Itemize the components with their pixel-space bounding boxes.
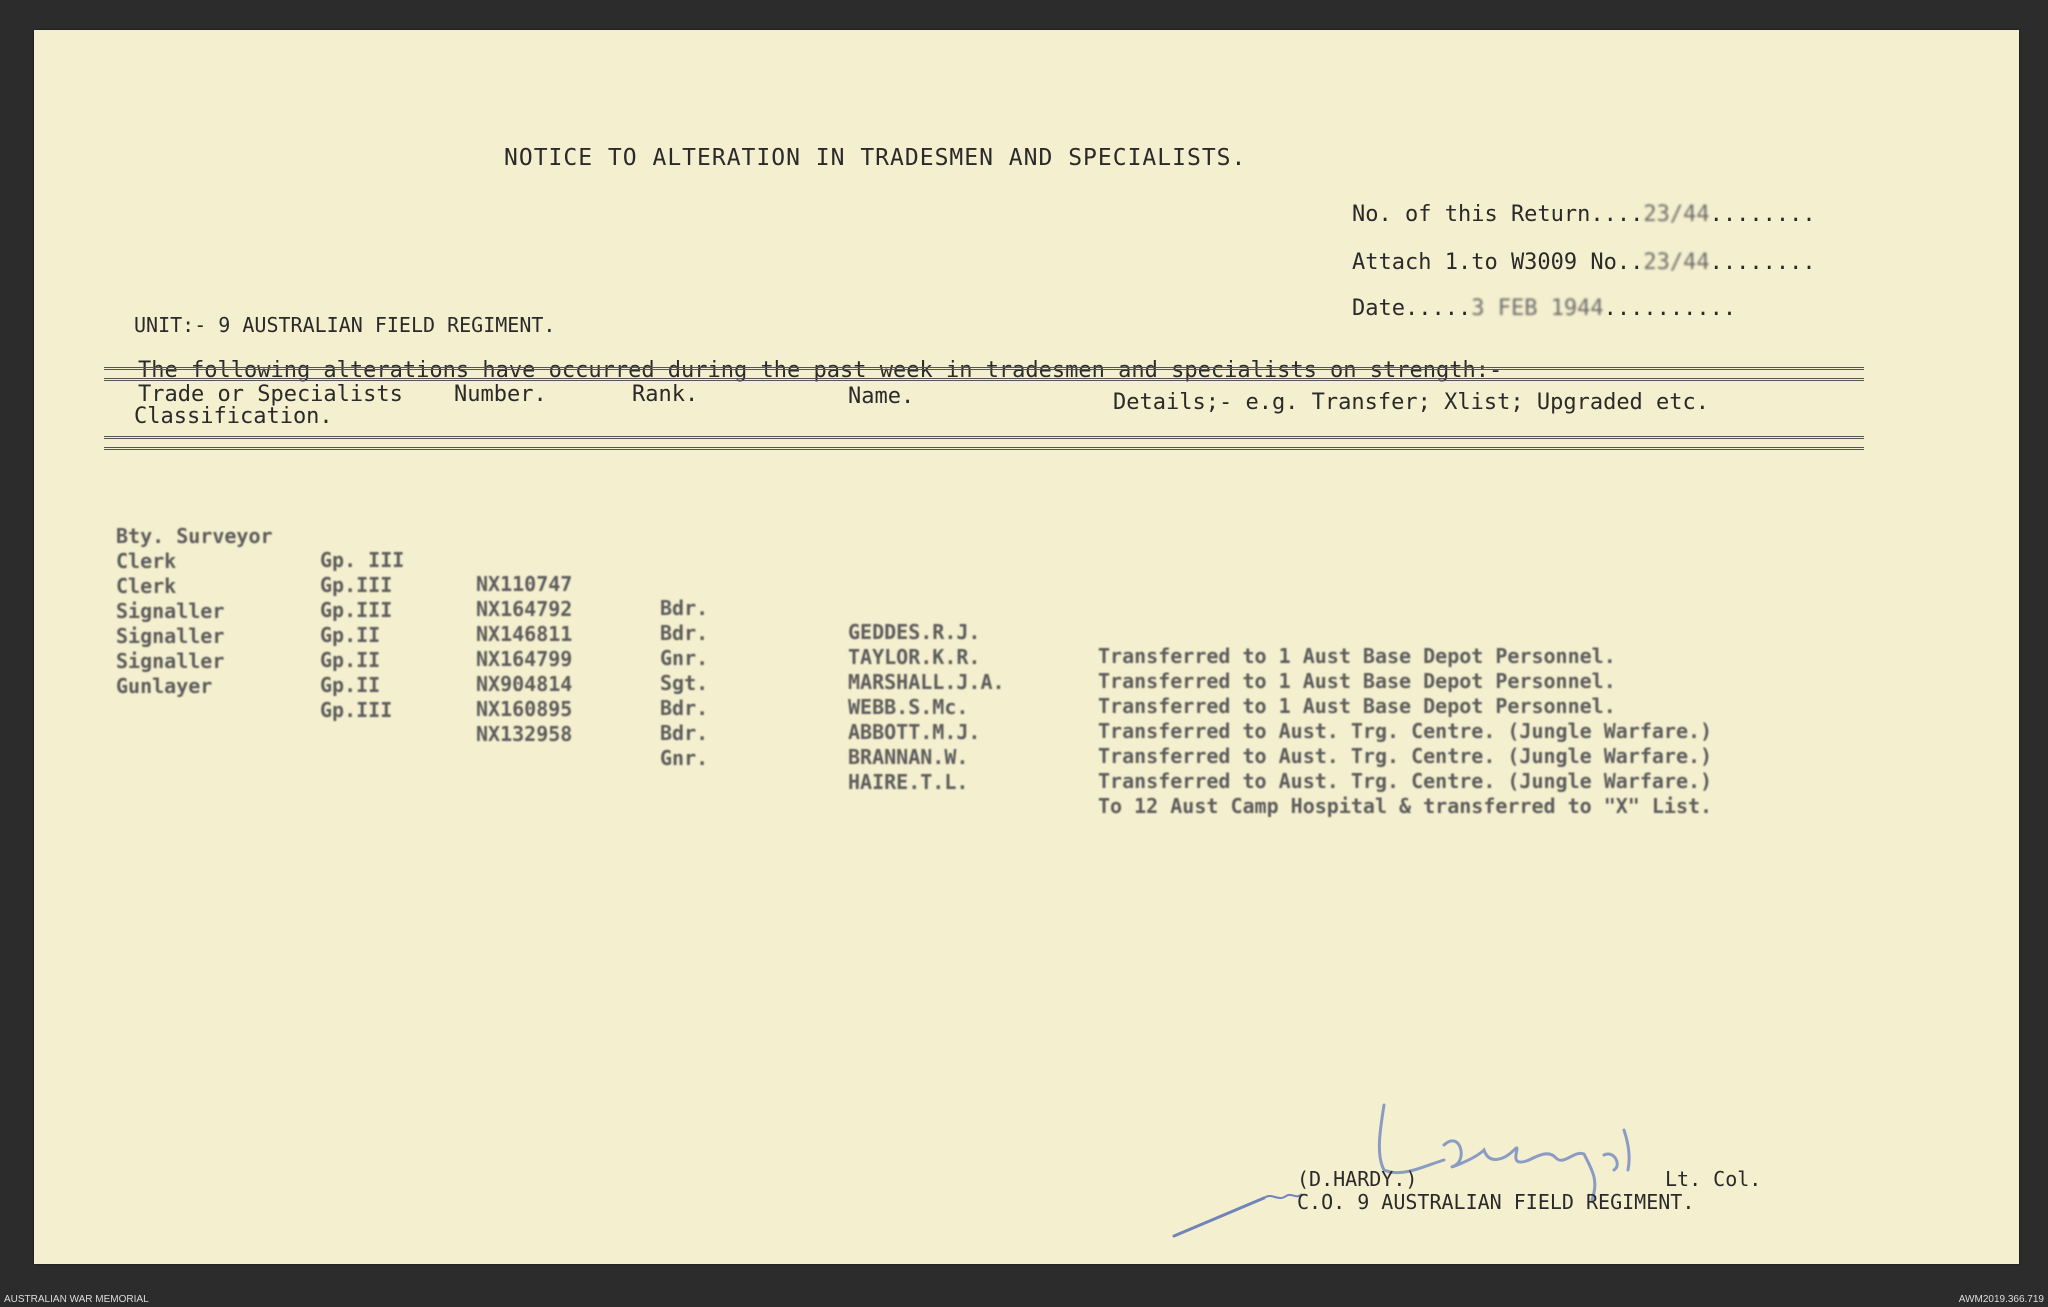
return-number-line: No. of this Return....23/44........ <box>1352 202 1816 227</box>
row-number: NX146811 <box>476 622 573 646</box>
row-number: NX904814 <box>476 672 573 696</box>
row-details: Transferred to Aust. Trg. Centre. (Jungle Warfare.) <box>1098 744 1713 768</box>
document-page <box>34 30 2019 1264</box>
row-trade: Gunlayer <box>116 674 213 698</box>
row-group: Gp.II <box>320 648 381 672</box>
row-name: WEBB.S.Mc. <box>848 695 969 719</box>
row-details: To 12 Aust Camp Hospital & transferred to "X" List. <box>1098 794 1713 818</box>
row-trade: Signaller <box>116 599 225 623</box>
row-details: Transferred to 1 Aust Base Depot Personnel. <box>1098 694 1616 718</box>
attach-line: Attach 1.to W3009 No..23/44........ <box>1352 250 1816 275</box>
row-group: Gp.III <box>320 573 393 597</box>
signature-name: (D.HARDY.) <box>1297 1167 1418 1191</box>
return-number-value: 23/44 <box>1643 202 1710 227</box>
row-trade: Bty. Surveyor <box>116 524 273 548</box>
row-details: Transferred to 1 Aust Base Depot Personnel. <box>1098 669 1616 693</box>
row-rank: Gnr. <box>660 746 709 770</box>
row-name: MARSHALL.J.A. <box>848 670 1005 694</box>
intro-text: The following alterations have occurred during the past week in tradesmen and specialists on strength:- <box>138 358 1503 383</box>
row-number: NX110747 <box>476 572 573 596</box>
row-group: Gp.II <box>320 623 381 647</box>
row-details: Transferred to Aust. Trg. Centre. (Jungle Warfare.) <box>1098 719 1713 743</box>
date-value: 3 FEB 1944 <box>1471 296 1604 321</box>
header-details: Details;- e.g. Transfer; Xlist; Upgraded etc. <box>1113 390 1710 415</box>
row-name: HAIRE.T.L. <box>848 770 969 794</box>
date-label: Date..... <box>1352 296 1472 321</box>
row-name: ABBOTT.M.J. <box>848 720 981 744</box>
row-name: BRANNAN.W. <box>848 745 969 769</box>
row-details: Transferred to Aust. Trg. Centre. (Jungle Warfare.) <box>1098 769 1713 793</box>
row-rank: Sgt. <box>660 671 709 695</box>
row-rank: Bdr. <box>660 596 709 620</box>
row-group: Gp.II <box>320 673 381 697</box>
footer-source: AUSTRALIAN WAR MEMORIAL <box>4 1294 149 1305</box>
row-trade: Clerk <box>116 574 177 598</box>
row-group: Gp. III <box>320 548 405 572</box>
footer-accession: AWM2019.366.719 <box>1958 1294 2044 1305</box>
signature-rank: Lt. Col. <box>1665 1167 1762 1191</box>
date-line: Date.....3 FEB 1944.......... <box>1352 296 1737 321</box>
header-rank: Rank. <box>632 382 699 407</box>
row-rank: Bdr. <box>660 721 709 745</box>
header-rule-top <box>104 367 1864 381</box>
header-trade: Trade or Specialists <box>138 382 403 407</box>
document-title: NOTICE TO ALTERATION IN TRADESMEN AND SPECIALISTS. <box>504 145 1247 171</box>
row-name: TAYLOR.K.R. <box>848 645 981 669</box>
row-group: Gp.III <box>320 598 393 622</box>
row-rank: Bdr. <box>660 696 709 720</box>
return-number-label: No. of this Return.... <box>1352 202 1644 227</box>
row-name: GEDDES.R.J. <box>848 620 981 644</box>
signature-title: C.O. 9 AUSTRALIAN FIELD REGIMENT. <box>1297 1190 1695 1214</box>
row-rank: Gnr. <box>660 646 709 670</box>
row-group: Gp.III <box>320 698 393 722</box>
row-trade: Signaller <box>116 649 225 673</box>
row-number: NX160895 <box>476 697 573 721</box>
row-number: NX164792 <box>476 597 573 621</box>
row-rank: Bdr. <box>660 621 709 645</box>
row-number: NX132958 <box>476 722 573 746</box>
row-trade: Signaller <box>116 624 225 648</box>
header-rule-bottom <box>104 436 1864 450</box>
header-classification: Classification. <box>134 404 333 429</box>
handwritten-signature <box>1144 1070 1744 1250</box>
row-details: Transferred to 1 Aust Base Depot Personnel. <box>1098 644 1616 668</box>
row-trade: Clerk <box>116 549 177 573</box>
attach-label: Attach 1.to W3009 No.. <box>1352 250 1644 275</box>
attach-value: 23/44 <box>1643 250 1710 275</box>
header-name: Name. <box>848 384 915 409</box>
header-number: Number. <box>454 382 547 407</box>
row-number: NX164799 <box>476 647 573 671</box>
unit-line: UNIT:- 9 AUSTRALIAN FIELD REGIMENT. <box>134 313 556 337</box>
